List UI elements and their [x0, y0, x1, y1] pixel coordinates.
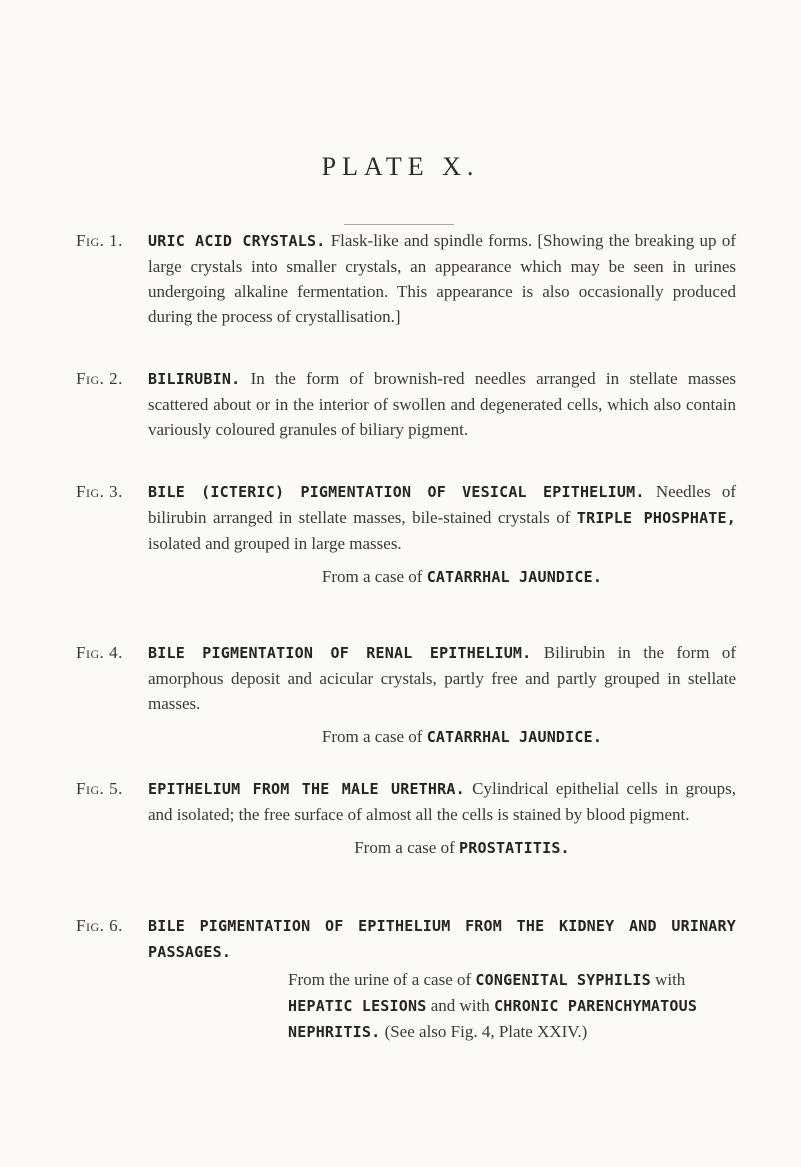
figure-1-text: Flask-like and spindle forms. [Showing the breaking up of large crystals into smaller crystals, an appearance which may be seen in urines undergoing alkaline fermentation. This appearance is also occasionally produced during the process of crystallisation.]: [148, 231, 736, 326]
figure-4-caption: [76, 640, 736, 750]
figure-2-caption: [76, 366, 736, 442]
figure-5-source: [148, 835, 736, 861]
figure-1-caption: [76, 228, 736, 329]
figure-3-caption: [76, 479, 736, 590]
figure-4-heading: BILE PIGMENTATION OF RENAL EPITHELIUM.: [148, 644, 532, 662]
figure-6-label: Fig. 6.: [76, 916, 123, 935]
figure-4-source-prefix: From a case of: [321, 727, 427, 746]
figure-6-source-prefix: From the urine of a case of: [288, 970, 476, 989]
figure-4-body: [148, 640, 736, 750]
figure-5-body: [148, 776, 736, 861]
figure-5-heading: EPITHELIUM FROM THE MALE URETHRA.: [148, 780, 465, 798]
figure-6-case-2: HEPATIC LESIONS: [288, 997, 427, 1015]
figure-1-body: [148, 228, 736, 329]
figure-3-body: [148, 479, 736, 590]
figure-3-text-2: isolated and grouped in large masses.: [148, 534, 402, 553]
figure-1-label: Fig. 1.: [76, 231, 123, 250]
figure-6-source: [288, 967, 736, 1045]
figure-5-source-prefix: From a case of: [354, 838, 460, 857]
figure-6-mid-1: with: [650, 970, 686, 989]
figure-5-text: Cylindrical epithelial cells in groups, and isolated; the free surface of almost all the cells is stained by blood pigment.: [148, 779, 737, 824]
figure-6-heading: BILE PIGMENTATION OF EPITHELIUM FROM THE KIDNEY AND URINARY PASSAGES.: [148, 917, 736, 961]
figure-3-source: [148, 564, 736, 590]
figure-2-body: [148, 366, 736, 442]
figure-4-source-case: CATARRHAL JAUNDICE.: [426, 728, 603, 746]
figure-5-caption: [76, 776, 736, 861]
figure-3-text-1: Needles of bilirubin arranged in stellate masses, bile-stained crystals of: [148, 482, 736, 527]
figure-4-text: Bilirubin in the form of amorphous deposit and acicular crystals, partly free and partly grouped in stellate masses.: [148, 643, 736, 713]
figure-6-case-3: CHRONIC PARENCHYMATOUS NEPHRITIS.: [288, 997, 698, 1041]
figure-6-case-1: CONGENITAL SYPHILIS: [475, 971, 651, 989]
figure-3-source-case: CATARRHAL JAUNDICE.: [426, 568, 603, 586]
figure-4-label: Fig. 4.: [76, 643, 123, 662]
plate-title: PLATE X.: [321, 152, 480, 181]
figure-5-source-case: PROSTATITIS.: [459, 839, 570, 857]
figure-3-source-prefix: From a case of: [321, 567, 427, 586]
figure-3-heading: BILE (ICTERIC) PIGMENTATION OF VESICAL EPITHELIUM.: [148, 483, 645, 501]
figure-6-caption: [76, 913, 736, 1045]
figure-2-heading: BILIRUBIN.: [148, 370, 241, 388]
figure-6-suffix: (See also Fig. 4, Plate XXIV.): [380, 1022, 588, 1041]
figure-2-label: Fig. 2.: [76, 369, 123, 388]
figure-3-label: Fig. 3.: [76, 482, 123, 501]
figure-4-source: [148, 724, 736, 750]
figure-3-heading-2: TRIPLE PHOSPHATE,: [576, 509, 736, 527]
figure-6-body: [148, 913, 736, 1045]
figure-5-label: Fig. 5.: [76, 779, 123, 798]
figure-6-mid-2: and with: [426, 996, 494, 1015]
figure-2-text: In the form of brownish-red needles arranged in stellate masses scattered about or in the interior of swollen and degenerated cells, which also contain variously coloured granules of biliary pigment.: [148, 369, 736, 439]
figure-1-heading: URIC ACID CRYSTALS.: [148, 232, 326, 250]
title-divider: [344, 224, 454, 225]
